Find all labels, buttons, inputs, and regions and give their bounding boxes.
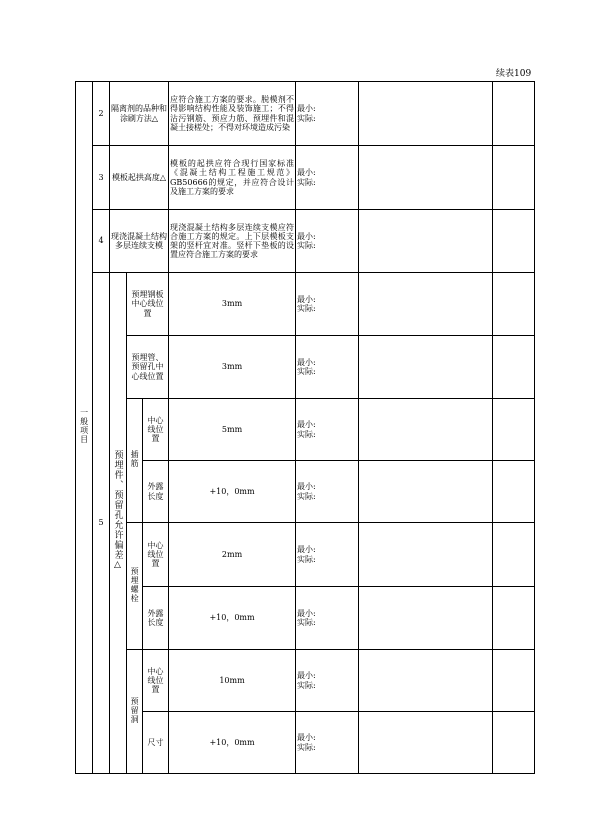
sub-item-name: 预埋管、预留孔中心线位置: [127, 336, 169, 399]
actual-label: 实际:: [297, 113, 316, 123]
tolerance-value: 2mm: [169, 523, 296, 587]
min-label: 最小:: [297, 608, 316, 618]
table-row: [76, 336, 535, 399]
table-row: [76, 650, 535, 712]
tolerance-value: 3mm: [169, 273, 296, 336]
measurement-cell[interactable]: [296, 273, 359, 336]
table-row: [76, 399, 535, 461]
group-label-cell: [127, 650, 143, 774]
sub-item-name: 尺寸: [143, 712, 169, 774]
measurement-cell[interactable]: [296, 210, 359, 273]
actual-label: 实际:: [297, 304, 316, 313]
actual-label: 实际:: [297, 491, 316, 501]
remark-cell[interactable]: [493, 650, 535, 712]
remark-cell[interactable]: [493, 523, 535, 587]
sub-item-name: 外露长度: [143, 461, 169, 523]
result-cell[interactable]: [359, 461, 493, 523]
table-row: [76, 210, 535, 273]
min-label: 最小:: [297, 671, 316, 681]
table-row: [76, 587, 535, 650]
measurement-cell[interactable]: [296, 461, 359, 523]
row-number: 4: [93, 210, 110, 273]
item-description: 应符合施工方案的要求。脱模剂不得影响结构性能及装饰施工；不得沾污钢筋、预应力筋、预埋件和混凝土接槎处；不得对环境造成污染: [169, 82, 296, 146]
sub-item-name: 外露长度: [143, 587, 169, 650]
table-row: [76, 461, 535, 523]
remark-cell[interactable]: [493, 82, 535, 146]
min-label: 最小:: [297, 168, 316, 178]
result-cell[interactable]: [359, 146, 493, 210]
min-label: 最小:: [297, 420, 316, 430]
table-row: [76, 712, 535, 774]
remark-cell[interactable]: [493, 273, 535, 336]
sub-item-name: 中心线位置: [143, 399, 169, 461]
tolerance-value: 5mm: [169, 399, 296, 461]
result-cell[interactable]: [359, 523, 493, 587]
group-label-cell: [127, 523, 143, 650]
measurement-cell[interactable]: [296, 146, 359, 210]
remark-cell[interactable]: [493, 712, 535, 774]
min-label: 最小:: [297, 357, 316, 367]
table-row: [76, 146, 535, 210]
item-name: 现浇混凝土结构多层连续支模: [110, 210, 169, 273]
result-cell[interactable]: [359, 587, 493, 650]
table-row: [76, 82, 535, 146]
result-cell[interactable]: [359, 336, 493, 399]
remark-cell[interactable]: [493, 336, 535, 399]
remark-cell[interactable]: [493, 461, 535, 523]
actual-label: 实际:: [297, 241, 316, 250]
min-label: 最小:: [297, 733, 316, 743]
remark-cell[interactable]: [493, 146, 535, 210]
min-label: 最小:: [297, 231, 316, 241]
section-label: 一般项目: [79, 408, 89, 445]
measurement-cell[interactable]: [296, 712, 359, 774]
group-label: 预留洞: [130, 696, 140, 724]
item-description: 模板的起拱应符合现行国家标准《混凝土结构工程施工规范》GB50666的规定，并应符合设计及施工方案的要求: [169, 146, 296, 210]
sub-item-name: 中心线位置: [143, 650, 169, 712]
sub-item-name: 中心线位置: [143, 523, 169, 587]
actual-label: 实际:: [297, 367, 316, 376]
measurement-cell[interactable]: [296, 399, 359, 461]
remark-cell[interactable]: [493, 210, 535, 273]
inspection-table: [75, 81, 535, 774]
tolerance-value: 3mm: [169, 336, 296, 399]
min-label: 最小:: [297, 545, 316, 555]
tolerance-value: +10，0mm: [169, 712, 296, 774]
actual-label: 实际:: [297, 554, 316, 564]
row-number: 3: [93, 146, 110, 210]
measurement-cell[interactable]: [296, 82, 359, 146]
min-label: 最小:: [297, 482, 316, 492]
actual-label: 实际:: [297, 680, 316, 690]
result-cell[interactable]: [359, 712, 493, 774]
item-name: 隔离剂的品种和涂刷方法△: [110, 82, 169, 146]
actual-label: 实际:: [297, 177, 316, 187]
remark-cell[interactable]: [493, 399, 535, 461]
result-cell[interactable]: [359, 399, 493, 461]
measurement-cell[interactable]: [296, 336, 359, 399]
group-label: 预埋螺栓: [130, 566, 140, 603]
tolerance-value: +10，0mm: [169, 587, 296, 650]
actual-label: 实际:: [297, 429, 316, 439]
result-cell[interactable]: [359, 210, 493, 273]
result-cell[interactable]: [359, 650, 493, 712]
row-number: 5: [93, 273, 110, 774]
item-description: 现浇混凝土结构多层连续支模应符合施工方案的规定。上下层模板支架的竖杆宜对准。竖杆下垫板的设置应符合施工方案的要求: [169, 210, 296, 273]
tolerance-value: 10mm: [169, 650, 296, 712]
tolerance-value: +10，0mm: [169, 461, 296, 523]
item-name: 模板起拱高度△: [110, 146, 169, 210]
result-cell[interactable]: [359, 82, 493, 146]
item5-group-label-box: [110, 450, 126, 575]
table-row: [76, 273, 535, 336]
table-row: [76, 523, 535, 587]
actual-label: 实际:: [297, 742, 316, 752]
min-label: 最小:: [297, 294, 316, 304]
remark-cell[interactable]: [493, 587, 535, 650]
result-cell[interactable]: [359, 273, 493, 336]
actual-label: 实际:: [297, 618, 316, 627]
min-label: 最小:: [297, 104, 316, 114]
sub-item-name: 预埋钢板中心线位置: [127, 273, 169, 336]
measurement-cell[interactable]: [296, 650, 359, 712]
continued-table-label: 续表109: [496, 69, 532, 79]
group-label-cell: [127, 399, 143, 523]
measurement-cell[interactable]: [296, 587, 359, 650]
row-number: 2: [93, 82, 110, 146]
item5-group-label: 预埋件、预留孔允许偏差△: [112, 450, 123, 571]
measurement-cell[interactable]: [296, 523, 359, 587]
group-label: 插筋: [130, 450, 140, 469]
section-label-cell: [76, 82, 93, 774]
